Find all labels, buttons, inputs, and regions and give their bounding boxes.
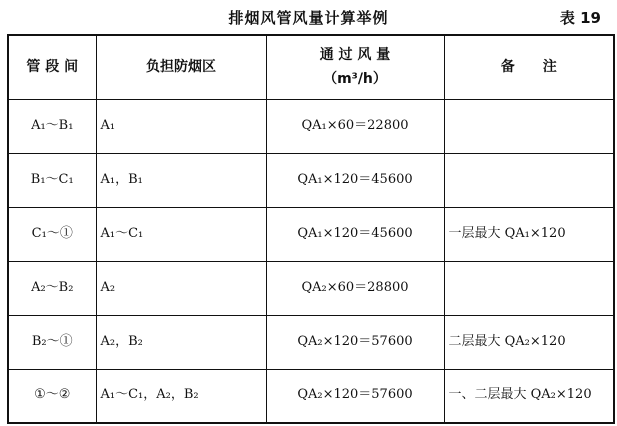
table-row [8, 369, 614, 423]
header-note: 备 注 [444, 35, 614, 99]
cell-flow: QA₂×120＝57600 [266, 315, 444, 369]
cell-note: 二层最大 QA₂×120 [444, 315, 614, 369]
cell-segment: B₂～① [8, 315, 96, 369]
cell-zone: A₁，B₁ [96, 153, 266, 207]
cell-note [444, 261, 614, 315]
cell-note [444, 153, 614, 207]
airflow-table [7, 34, 615, 424]
cell-flow: QA₁×60＝22800 [266, 99, 444, 153]
cell-note: 一层最大 QA₁×120 [444, 207, 614, 261]
table-header-row [8, 35, 614, 99]
table-title: 排烟风管风量计算举例 [228, 9, 389, 27]
table-row [8, 99, 614, 153]
header-segment: 管 段 间 [8, 35, 96, 99]
header-flow-label: 通 过 风 量 [319, 47, 391, 64]
table-number: 表 19 [559, 9, 601, 27]
header-flow-unit: （m³/h） [323, 71, 387, 88]
header-zone: 负担防烟区 [96, 35, 266, 99]
cell-zone: A₂，B₂ [96, 315, 266, 369]
table-row [8, 207, 614, 261]
table-caption [0, 0, 617, 34]
cell-segment: A₁～B₁ [8, 99, 96, 153]
table-row [8, 315, 614, 369]
cell-flow: QA₁×120＝45600 [266, 207, 444, 261]
header-flow [266, 35, 444, 99]
cell-note [444, 99, 614, 153]
cell-flow: QA₁×120＝45600 [266, 153, 444, 207]
table-row [8, 261, 614, 315]
cell-zone: A₂ [96, 261, 266, 315]
cell-segment: C₁～① [8, 207, 96, 261]
cell-segment: ①～② [8, 369, 96, 423]
cell-zone: A₁～C₁，A₂，B₂ [96, 369, 266, 423]
cell-flow: QA₂×60＝28800 [266, 261, 444, 315]
cell-zone: A₁ [96, 99, 266, 153]
cell-flow: QA₂×120＝57600 [266, 369, 444, 423]
table-row [8, 153, 614, 207]
cell-segment: A₂～B₂ [8, 261, 96, 315]
cell-zone: A₁～C₁ [96, 207, 266, 261]
cell-note: 一、二层最大 QA₂×120 [444, 369, 614, 423]
cell-segment: B₁～C₁ [8, 153, 96, 207]
